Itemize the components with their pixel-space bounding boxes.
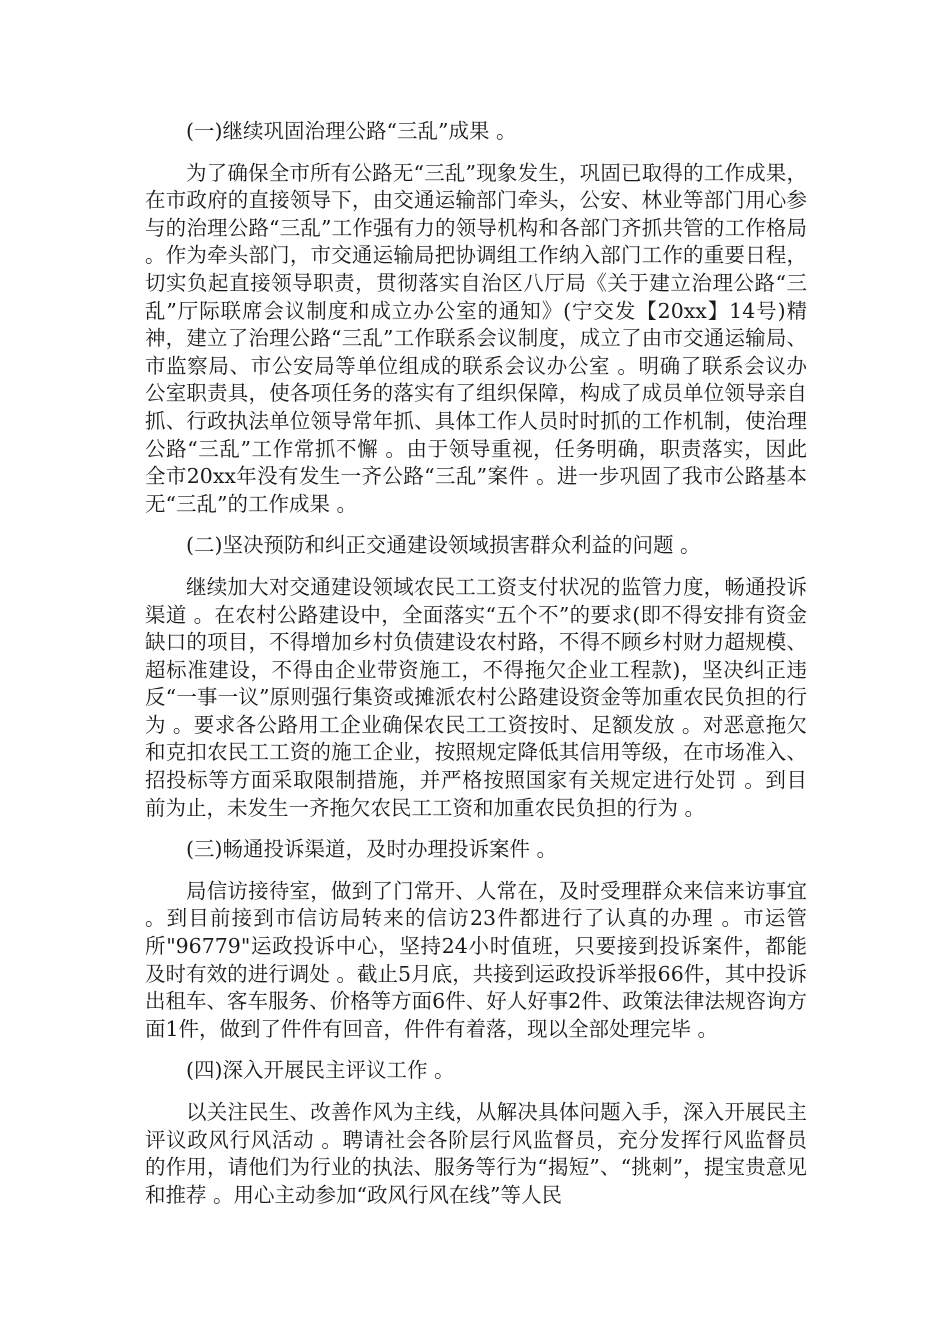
section-4-body: 以关注民生、改善作风为主线，从解决具体问题入手，深入开展民主评议政风行风活动 。聘请社会各阶层行风监督员，充分发挥行风监督员的作用，请他们为行业的执法、服务等行为“揭短”、“挑刺”，提宝贵意见和推荐 。用心主动参加“政风行风在线”等人民 bbox=[145, 1100, 807, 1207]
section-3-body: 局信访接待室，做到了门常开、人常在，及时受理群众来信来访事宜 。到目前接到市信访局转来的信访23件都进行了认真的办理 。市运管所"96779"运政投诉中心，坚持24小时值班，只要接到投诉案件，都能及时有效的进行调处 。截止5月底，共接到运政投诉举报66件，其中投诉出租车、客车服务、价格等方面6件、好人好事2件、政策法律法规咨询方面1件，做到了件件有回音，件件有着落，现以全部处理完毕 。 bbox=[145, 878, 807, 1041]
section-1 bbox=[145, 118, 807, 518]
section-2 bbox=[145, 532, 807, 822]
section-4 bbox=[145, 1057, 807, 1209]
section-1-heading: (一)继续巩固治理公路“三乱”成果 。 bbox=[186, 119, 517, 143]
section-2-body: 继续加大对交通建设领域农民工工资支付状况的监管力度，畅通投诉渠道 。在农村公路建设中，全面落实“五个不”的要求(即不得安排有资金缺口的项目，不得增加乡村负债建设农村路，不得不顾乡村财力超规模、超标准建设，不得由企业带资施工，不得拖欠企业工程款)，坚决纠正违反“一事一议”原则强行集资或摊派农村公路建设资金等加重农民负担的行为 。要求各公路用工企业确保农民工工资按时、足额发放 。对恶意拖欠和克扣农民工工资的施工企业，按照规定降低其信用等级，在市场准入、招投标等方面采取限制措施，并严格按照国家有关规定进行处罚 。到目前为止，未发生一齐拖欠农民工工资和加重农民负担的行为 。 bbox=[145, 574, 807, 820]
section-2-heading: (二)坚决预防和纠正交通建设领域损害群众利益的问题 。 bbox=[186, 533, 701, 558]
section-1-body: 为了确保全市所有公路无“三乱”现象发生，巩固已取得的工作成果，在市政府的直接领导下，由交通运输部门牵头，公安、林业等部门用心参与的治理公路“三乱”工作强有力的领导机构和各部门齐抓共管的工作格局 。作为牵头部门，市交通运输局把协调组工作纳入部门工作的重要日程，切实负起直接领导职责，贯彻落实自治区八厅局《关于建立治理公路“三乱”厅际联席会议制度和成立办公室的通知》(宁交发【20xx】14号)精神，建立了治理公路“三乱”工作联系会议制度，成立了由市交通运输局、市监察局、市公安局等单位组成的联系会议办公室 。明确了联系会议办公室职责具，使各项任务的落实有了组织保障，构成了成员单位领导亲自抓、行政执法单位领导常年抓、具体工作人员时时抓的工作机制，使治理公路“三乱”工作常抓不懈 。由于领导重视，任务明确，职责落实，因此全市20xx年没有发生一齐公路“三乱”案件 。进一步巩固了我市公路基本无“三乱”的工作成果 。 bbox=[145, 160, 807, 516]
section-3-heading: (三)畅通投诉渠道，及时办理投诉案件 。 bbox=[186, 837, 558, 862]
document-page bbox=[145, 118, 807, 1223]
section-4-heading: (四)深入开展民主评议工作 。 bbox=[186, 1058, 455, 1083]
section-3 bbox=[145, 836, 807, 1043]
